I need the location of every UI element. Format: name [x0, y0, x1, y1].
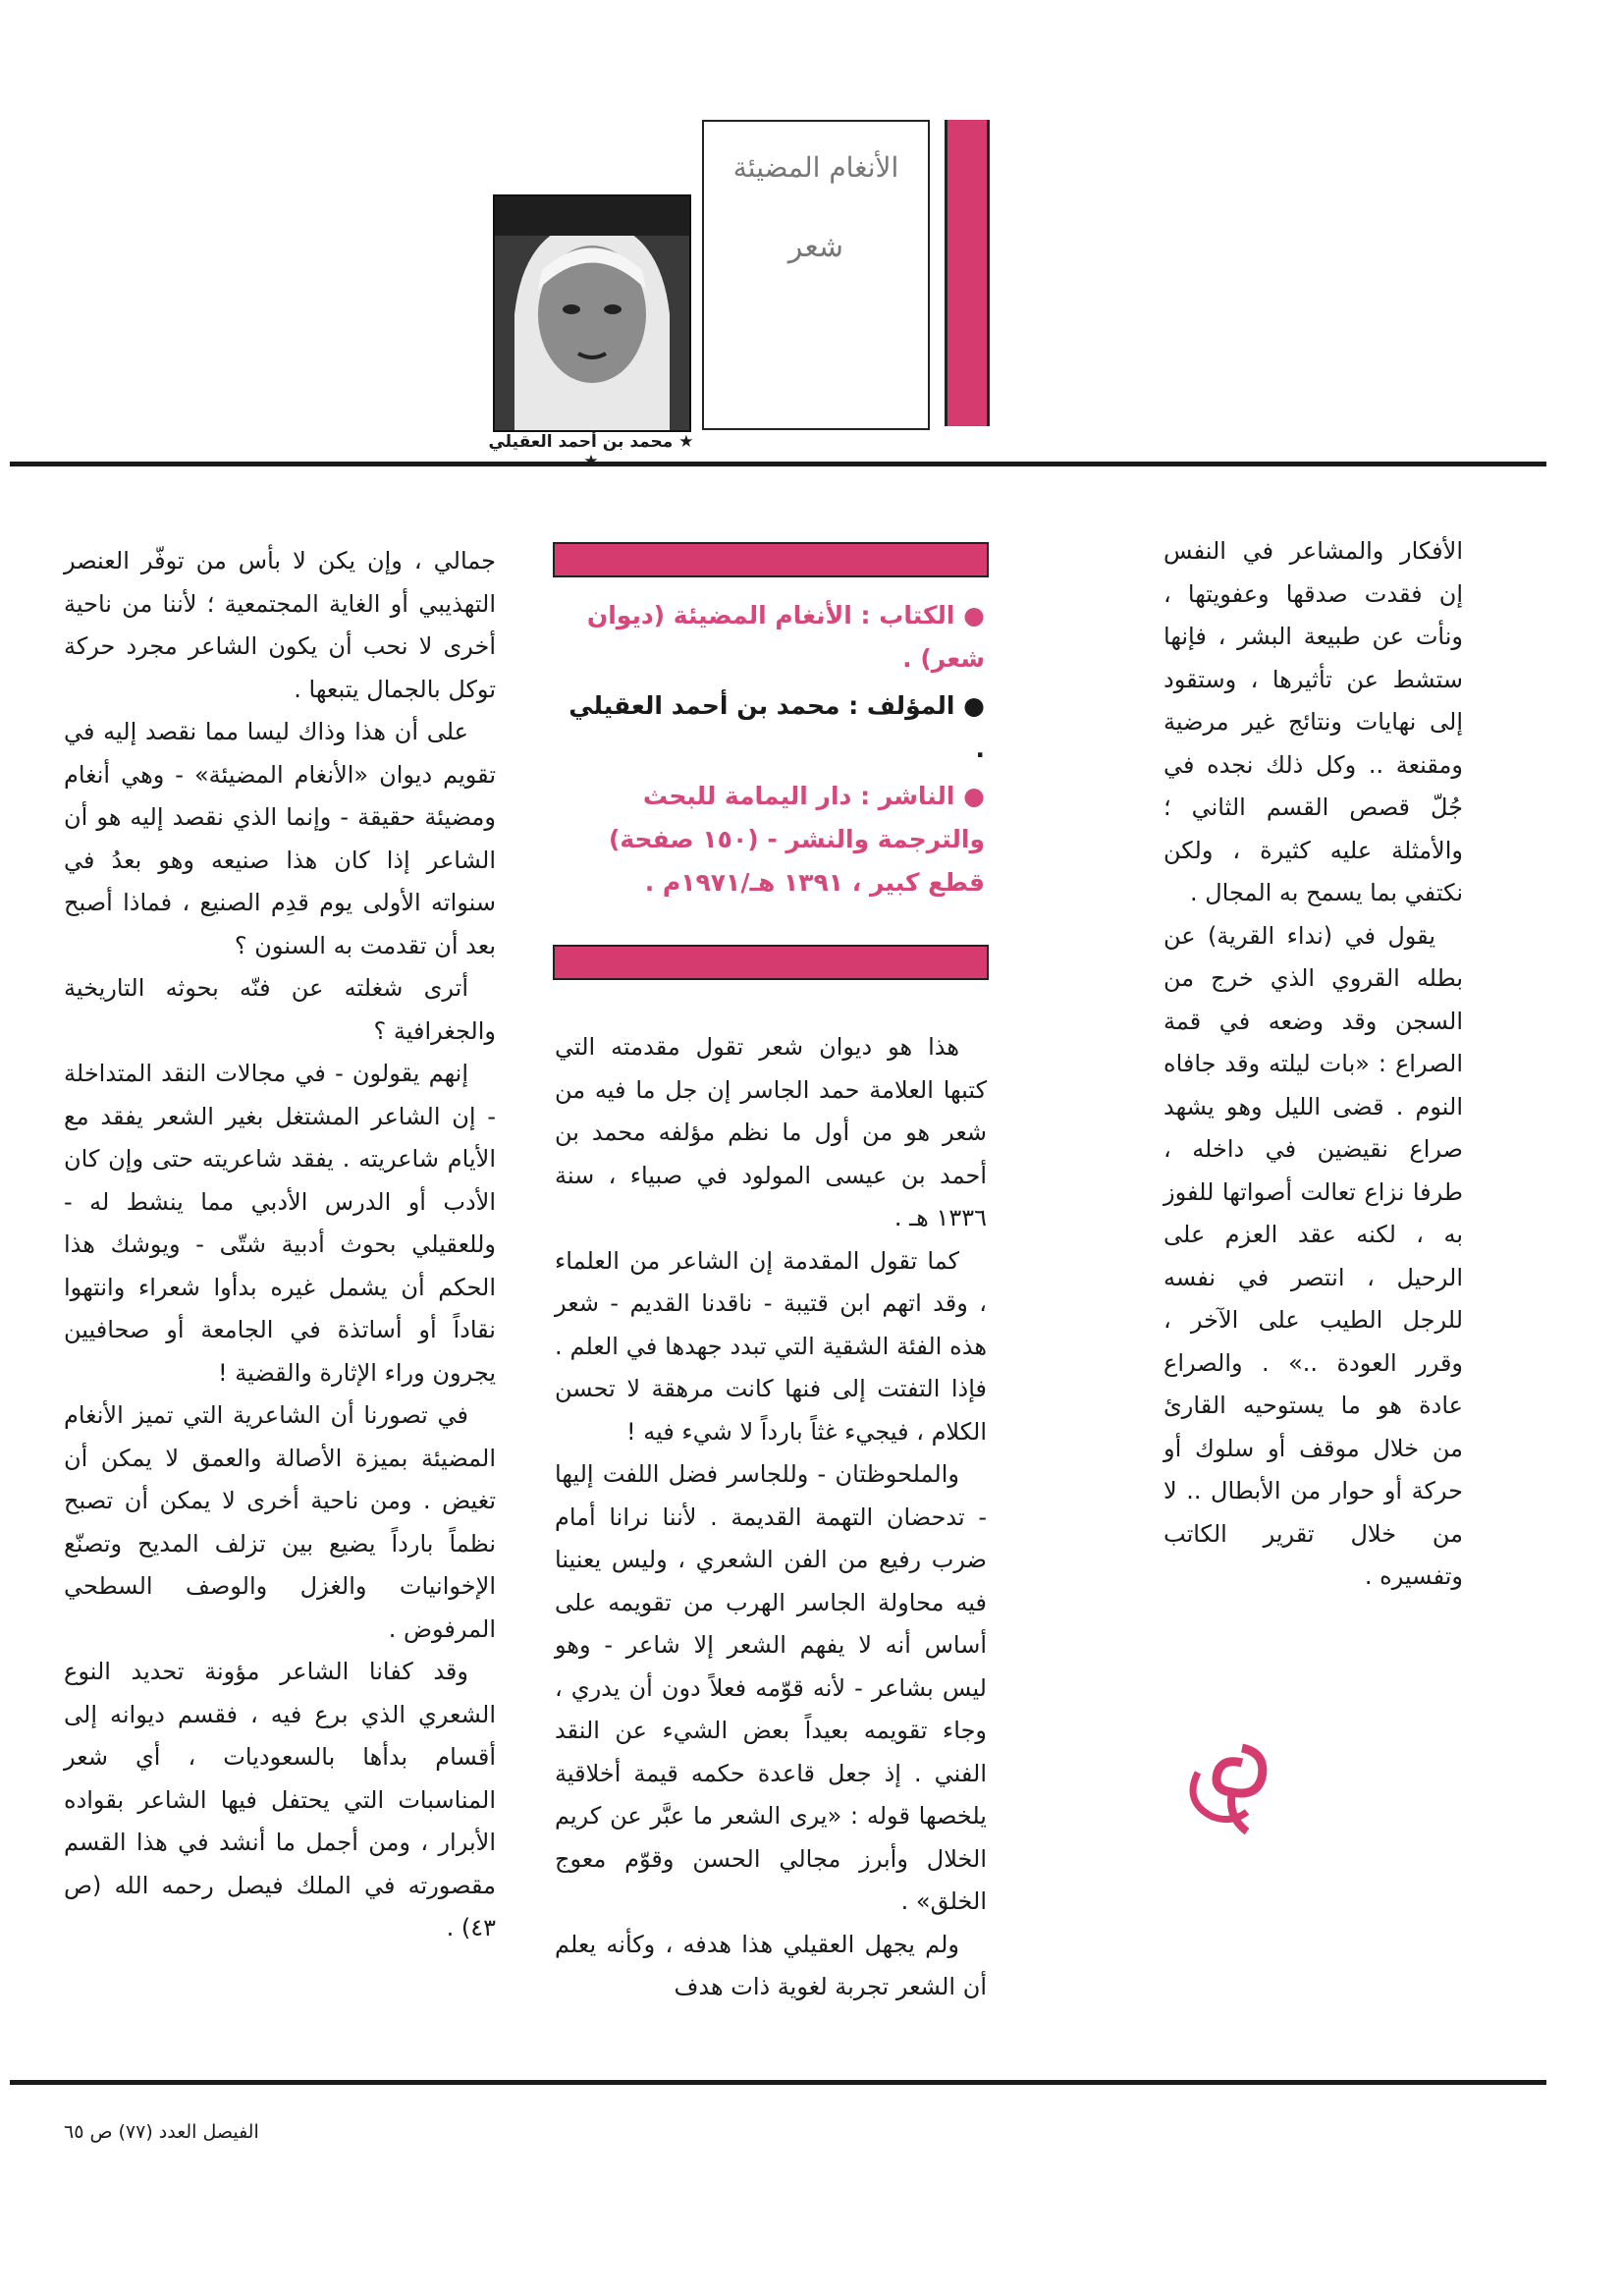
paragraph: ولم يجهل العقيلي هذا هدفه ، وكأنه يعلم أن الشعر تجربة لغوية ذات هدف	[555, 1930, 987, 2000]
paragraph: هذا هو ديوان شعر تقول مقدمته التي كتبها العلامة حمد الجاسر إن جل ما فيه من شعر هو من أول ما نظم مؤلفه محمد بن أحمد بن عيسى المولود في صبياء ، سنة ١٣٣٦ هـ .	[555, 1033, 987, 1231]
portrait-image	[495, 196, 689, 430]
infobox-bottom-band	[553, 945, 989, 980]
info-author-value: محمد بن أحمد العقيلي .	[568, 691, 985, 763]
page-footer: الفيصل العدد (٧٧) ص ٦٥	[64, 2121, 259, 2143]
pink-vertical-bar	[945, 120, 990, 426]
info-publisher-label: الناشر :	[860, 782, 955, 810]
paragraph: يقول في (نداء القرية) عن بطله القروي الذي خرج من السجن وقد وضعه في قمة الصراع : «بات ليلته وقد جافاه النوم . قضى الليل وهو يشهد صراع نقيضين في داخله ، طرفا نزاع تعالت أصواتها للفوز به ، لكنه عقد العزم على الرحيل ، انتصر في نفسه للرجل الطيب على الآخر ، وقرر العودة ..» . والصراع عادة هو ما يستوحيه القارئ من خلال موقف أو سلوك أو حركة أو حوار من الأبطال .. لا من خلال تقرير الكاتب وتفسيره .	[1163, 921, 1463, 1590]
info-publisher: ● الناشر : دار اليمامة للبحث والترجمة والنشر - (١٥٠ صفحة) قطع كبير ، ١٣٩١ هـ/١٩٧١م .	[608, 782, 985, 897]
paragraph: وقد كفانا الشاعر مؤونة تحديد النوع الشعري الذي برع فيه ، فقسم ديوانه إلى أقسام بدأها بالسعوديات ، أي شعر المناسبات التي يحتفل فيها الشاعر بقواده الأبرار ، ومن أجمل ما أنشد في هذا القسم مقصورته في الملك فيصل رحمه الله (ص ٤٣) .	[64, 1658, 496, 1941]
paragraph: على أن هذا وذاك ليسا مما نقصد إليه في تقويم ديوان «الأنغام المضيئة» - وهي أنغام ومضيئة حقيقة - وإنما الذي نقصد إليه هو أن الشاعر إذا كان هذا صنيعه وهو بعدُ في سنواته الأولى يوم قدِم الصنيع ، فماذا أصبح بعد أن تقدمت به السنون ؟	[64, 718, 496, 959]
paragraph: الأفكار والمشاعر في النفس إن فقدت صدقها وعفويتها ، ونأت عن طبيعة البشر ، فإنها ستشط عن تأثيرها ، وستقود إلى نهايات ونتائج غير مرضية ومقنعة .. وكل ذلك نجده في جُلّ قصص القسم الثاني ؛ والأمثلة عليه كثيرة ، ولكن نكتفي بما يسمح به المجال .	[1163, 537, 1463, 906]
book-cover-title: الأنغام المضيئة	[732, 151, 899, 184]
paragraph: والملحوظتان - وللجاسر فضل اللفت إليها - تدحضان التهمة القديمة . لأننا نرانا أمام ضرب رفيع من الفن الشعري ، وليس يعنينا فيه محاولة الجاسر الهرب من تقويمه على أساس أنه لا يفهم الشعر إلا شاعر - وهو ليس بشاعر - لأنه قوّمه فعلاً دون أن يدري ، وجاء تقويمه بعيداً بعض الشيء عن النقد الفني . إذ جعل قاعدة حكمه قيمة أخلاقية يلخصها قوله : «يرى الشعر ما عبَّر عن كريم الخلال وأبرز مجالي الحسن وقوّم معوج الخلق» .	[555, 1460, 987, 1915]
info-book: ● الكتاب : الأنغام المضيئة (ديوان شعر) .	[586, 601, 985, 673]
book-cover	[702, 120, 930, 430]
column-right	[1163, 530, 1463, 1599]
top-rule	[10, 462, 1546, 466]
paragraph: جمالي ، وإن يكن لا بأس من توفّر العنصر التهذيبي أو الغاية المجتمعية ؛ لأننا من ناحية أخرى لا نحب أن يكون الشاعر مجرد حركة توكل بالجمال يتبعها .	[64, 547, 496, 703]
author-photo	[493, 194, 691, 432]
paragraph: في تصورنا أن الشاعرية التي تميز الأنغام المضيئة بميزة الأصالة والعمق لا يمكن أن تغيض . ومن ناحية أخرى لا يمكن أن تصبح نظماً بارداً يضيع بين تزلف المديح وتصنّع الإخوانيات والغزل والوصف السطحي المرفوض .	[64, 1401, 496, 1643]
paragraph: كما تقول المقدمة إن الشاعر من العلماء ، وقد اتهم ابن قتيبة - ناقدنا القديم - شعر هذه الفئة الشقية التي تبدد جهدها في العلم . فإذا التفتت إلى فنها كانت مرهقة لا تحسن الكلام ، فيجيء غثاً بارداً لا شيء فيه !	[555, 1246, 987, 1446]
info-publisher-value: دار اليمامة للبحث والترجمة والنشر - (١٥٠ صفحة) قطع كبير ، ١٣٩١ هـ/١٩٧١م .	[608, 782, 985, 897]
infobox-top-band	[553, 542, 989, 577]
info-author: ● المؤلف : محمد بن أحمد العقيلي .	[568, 691, 985, 763]
book-cover-subtitle: شعر	[787, 230, 844, 264]
book-info-box	[555, 594, 985, 908]
info-book-label: الكتاب :	[860, 601, 955, 629]
column-left	[64, 540, 496, 1950]
paragraph: أترى شغلته عن فنّه بحوثه التاريخية والجغرافية ؟	[64, 974, 496, 1045]
bottom-rule	[10, 2080, 1546, 2085]
end-ornament-icon	[1173, 1733, 1281, 1841]
photo-caption: ★ محمد بن أحمد العقيلي	[488, 432, 694, 452]
column-middle	[555, 1026, 987, 2009]
info-book-value: الأنغام المضيئة (ديوان شعر) .	[586, 601, 985, 673]
paragraph: إنهم يقولون - في مجالات النقد المتداخلة - إن الشاعر المشتغل بغير الشعر يفقد مع الأيام شاعريته . يفقد شاعريته حتى وإن كان الأدب أو الدرس الأدبي مما ينشط له - وللعقيلي بحوث أدبية شتّى - ويوشك هذا الحكم أن يشمل غيره بدأوا شعراء وانتهوا نقاداً أو أساتذة في الجامعة أو صحافيين يجرون وراء الإثارة والقضية !	[64, 1060, 496, 1387]
info-author-label: المؤلف :	[848, 691, 955, 720]
